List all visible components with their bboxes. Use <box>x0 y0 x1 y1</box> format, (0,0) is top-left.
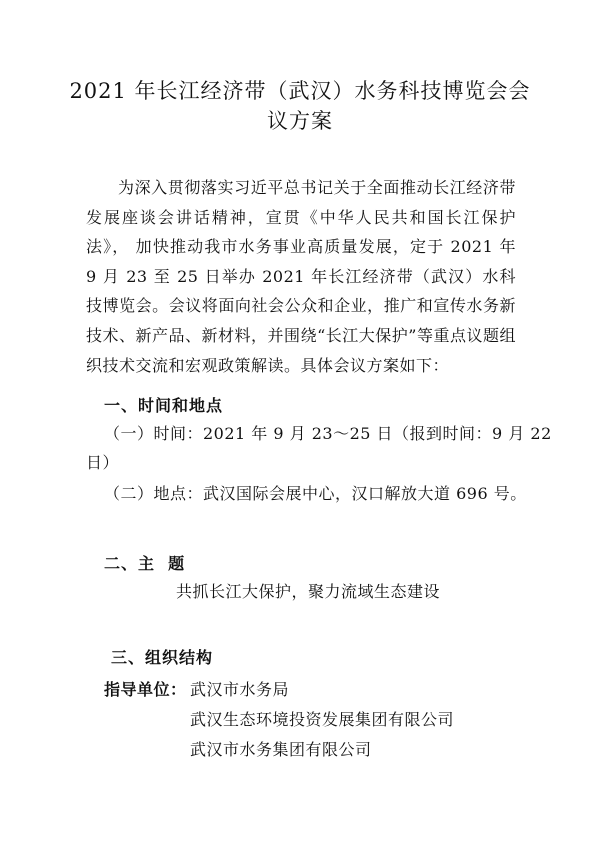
section-heading-time-place: 一、时间和地点 <box>104 396 224 415</box>
unit-name-2: 武汉生态环境投资发展集团有限公司 <box>190 710 455 729</box>
intro-paragraph: 为深入贯彻落实习近平总书记关于全面推动长江经济带发展座谈会讲话精神，宣贯《中华人民共和国长江保护法》， 加快推动我市水务事业高质量发展，定于 2021 年 9 月 23 至 25 日举办 2021 年长江经济带（武汉）水科技博览会。会议将面向社会公众和企业，推广和宣传水务新技术、新产品、新材料，并围绕“长江大保护”等重点议题组织技术交流和宏观政策解读。具体会议方案如下： <box>86 178 516 375</box>
title-line-1: 2021 年长江经济带（武汉）水务科技博览会会 <box>69 79 531 103</box>
title-line-2: 议方案 <box>267 109 333 133</box>
time-line-1: （一）时间：2021 年 9 月 23～25 日（报到时间：9 月 22 <box>104 424 552 443</box>
section-heading-theme: 二、主 题 <box>104 554 186 573</box>
unit-name-3: 武汉市水务集团有限公司 <box>190 740 372 759</box>
guide-unit-label: 指导单位： <box>104 680 187 699</box>
time-line-2: 日） <box>86 453 120 472</box>
section-heading-organization: 三、组织结构 <box>111 648 214 667</box>
guide-unit-name: 武汉市水务局 <box>190 680 290 699</box>
guide-unit-row <box>104 676 187 704</box>
document-title <box>60 76 540 136</box>
location-line: （二）地点：武汉国际会展中心，汉口解放大道 696 号。 <box>104 484 527 503</box>
theme-text: 共抓长江大保护，聚力流域生态建设 <box>176 582 441 601</box>
